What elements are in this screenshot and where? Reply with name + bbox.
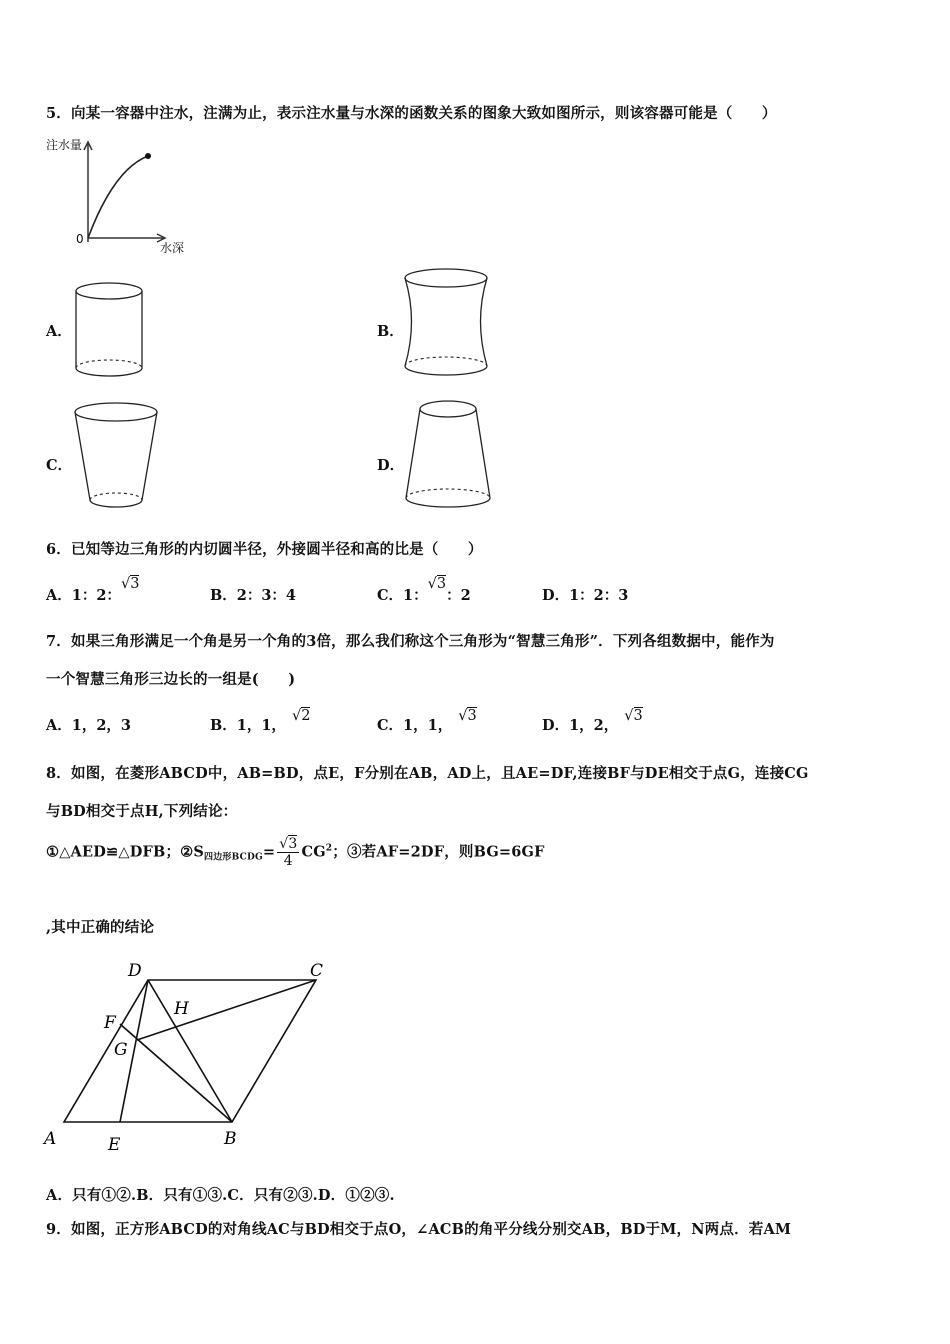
q6-option-a	[46, 576, 140, 605]
point-a-label: A	[44, 1129, 57, 1149]
q8-answer-options: A．只有①②.B．只有①③.C．只有②③.D．①②③.	[46, 1187, 395, 1204]
q7-option-d-sqrt: √3	[624, 708, 643, 724]
q5-option-d-label: D．	[377, 457, 405, 474]
q5-option-c-label: C．	[46, 457, 73, 474]
q7-option-d-label: D．1，2，	[542, 717, 619, 734]
q8-cg-superscript: 2	[325, 843, 333, 854]
q6-option-c-sqrt: √3	[427, 576, 447, 592]
graph-origin-label: 0	[76, 232, 84, 246]
q8-stem-line2: 与BD相交于点H,下列结论：	[46, 803, 238, 820]
q7-option-b-sqrt: √2	[291, 708, 311, 724]
graph-x-axis-label: 水深	[160, 241, 185, 255]
q8-cg: CG	[301, 843, 326, 861]
point-f-label: F	[104, 1013, 116, 1033]
q7-stem-line1: 7．如果三角形满足一个角是另一个角的3倍，那么我们称这个三角形为“智慧三角形”．下列各组数据中，能作为	[46, 633, 775, 650]
container-waisted-figure	[400, 266, 492, 380]
q6-option-c	[377, 576, 471, 605]
q6-option-a-label: A．1：2：	[46, 587, 121, 604]
q8-stem-line4: ,其中正确的结论	[46, 919, 155, 936]
q6-option-a-sqrt: √3	[120, 576, 140, 592]
q8-fraction: $\frac{√3}{4}$	[279, 836, 298, 869]
q6-stem: 6．已知等边三角形的内切圆半径，外接圆半径和高的比是（ ）	[46, 541, 483, 558]
q5-option-a-label: A．	[46, 323, 72, 340]
q7-option-a: A．1，2，3	[46, 717, 132, 734]
q6-option-c-tail: ：2	[446, 587, 471, 604]
container-cylinder-figure	[72, 280, 146, 380]
q7-option-d	[542, 708, 643, 735]
q7-option-c-sqrt: √3	[458, 708, 477, 724]
q7-option-b	[210, 708, 311, 735]
container-wide-top-figure	[70, 400, 162, 516]
q8-conclusions	[46, 836, 545, 869]
point-b-label: B	[224, 1129, 237, 1149]
point-d-label: D	[128, 961, 142, 981]
q7-option-c-label: C．1，1，	[377, 717, 453, 734]
q7-option-c	[377, 708, 477, 735]
q6-option-b: B．2：3：4	[210, 587, 297, 604]
q8-stem-line1: 8．如图，在菱形ABCD中，AB=BD，点E，F分别在AB，AD上，且AE=DF,连接BF与DE相交于点G，连接CG	[46, 765, 809, 782]
graph-y-axis-label: 注水量	[46, 138, 83, 152]
q8-conclusion-3: ；③若AF=2DF，则BG=6GF	[332, 843, 545, 861]
q9-stem-line1: 9．如图，正方形ABCD的对角线AC与BD相交于点O，∠ACB的角平分线分别交AB，BD于M，N两点．若AM	[46, 1221, 792, 1238]
q5-stem: 5．向某一容器中注水，注满为止，表示注水量与水深的函数关系的图象大致如图所示，则该容器可能是（ ）	[46, 105, 777, 122]
q8-area-subscript: 四边形BCDG	[204, 852, 263, 863]
container-narrow-top-figure	[400, 398, 496, 516]
point-h-label: H	[174, 999, 189, 1019]
point-e-label: E	[108, 1135, 121, 1155]
point-g-label: G	[114, 1040, 128, 1060]
q6-option-d: D．1：2：3	[542, 587, 629, 604]
q5-option-b-label: B．	[377, 323, 404, 340]
q8-conclusion-1: ①△AED≌△DFB；②S	[46, 843, 205, 861]
q7-stem-line2: 一个智慧三角形三边长的一组是( )	[46, 671, 296, 688]
q6-option-c-label: C．1：	[377, 587, 428, 604]
q7-option-b-label: B．1，1，	[210, 717, 286, 734]
point-c-label: C	[310, 961, 324, 981]
rhombus-diagram	[44, 958, 344, 1155]
q8-equals: =	[262, 843, 276, 861]
